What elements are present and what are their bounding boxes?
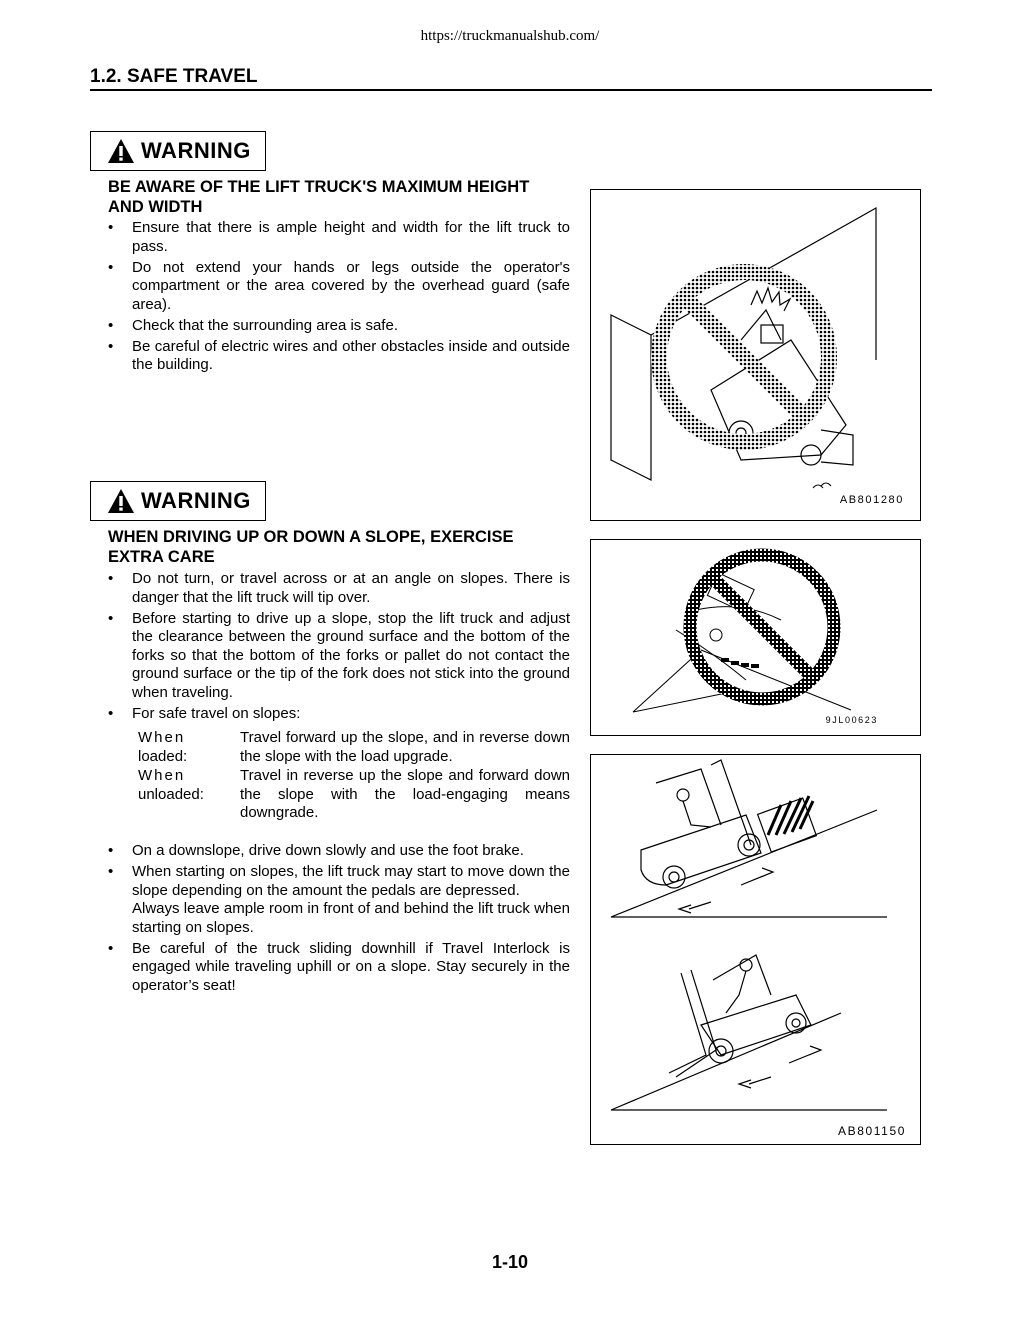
list-item: • On a downslope, drive down slowly and use the foot brake. (108, 842, 570, 861)
list-item: • For safe travel on slopes: (108, 705, 570, 724)
list-item: • Ensure that there is ample height and width for the lift truck to pass. (108, 219, 570, 256)
slope-row-unloaded (138, 767, 570, 823)
figure-slope-travel (590, 754, 921, 1145)
slope-travel-illustration (591, 755, 919, 1120)
figure-code: 9JL00623 (825, 715, 878, 725)
warning-label: WARNING (141, 488, 251, 513)
heading-line: BE AWARE OF THE LIFT TRUCK'S MAXIMUM HEIGHT (108, 178, 530, 196)
warning-heading (108, 177, 578, 217)
list-item: • Before starting to drive up a slope, stop the lift truck and adjust the clearance between the ground surface and the bottom of the forks so that the bottom of the forks or pallet do not contact the ground surface or the tip of the fork does not stick into the ground when traveling. (108, 610, 570, 703)
list-item: • Do not extend your hands or legs outside the operator's compartment or the area covered by the overhead guard (safe area). (108, 259, 570, 315)
list-item: • Check that the surrounding area is safe. (108, 317, 570, 336)
heading-line: EXTRA CARE (108, 548, 215, 566)
heading-line: AND WIDTH (108, 198, 203, 216)
bullet-note: Always leave ample room in front of and behind the lift truck when starting on slopes. (132, 900, 570, 936)
warning-badge (90, 481, 266, 521)
section-title: 1.2. SAFE TRAVEL (90, 66, 258, 87)
prohibited-overhead-illustration (591, 190, 919, 490)
list-item: • Be careful of electric wires and other obstacles inside and outside the building. (108, 338, 570, 375)
bullet-list (108, 219, 570, 377)
warning-heading (108, 527, 578, 567)
figure-overhead-clearance (590, 189, 921, 521)
warning-triangle-icon (107, 138, 135, 164)
warning-badge (90, 131, 266, 171)
figure-code: AB801150 (838, 1124, 906, 1138)
figure-slope-angle (590, 539, 921, 736)
bullet-list (108, 570, 570, 726)
prohibited-slope-illustration (591, 540, 919, 715)
slope-key: When loaded: (138, 729, 188, 765)
figure-code: AB801280 (839, 494, 904, 506)
slope-row-loaded (138, 729, 570, 766)
section-divider (90, 89, 932, 91)
slope-value: Travel forward up the slope, and in reverse down the slope with the load upgrade. (240, 729, 570, 765)
page-number: 1-10 (491, 1252, 529, 1272)
list-item: • Do not turn, or travel across or at an angle on slopes. There is danger that the lift truck will tip over. (108, 570, 570, 607)
warning-label: WARNING (141, 138, 251, 163)
warning-triangle-icon (107, 488, 135, 514)
slope-travel-table (138, 729, 570, 824)
list-item: • When starting on slopes, the lift truck may start to move down the slope depending on the amount the pedals are depressed. Always leave ample room in front of and behind the lift truck when starting on slopes. (108, 863, 570, 937)
source-url[interactable]: https://truckmanualshub.com/ (420, 28, 600, 44)
slope-value: Travel in reverse up the slope and forward down the slope with the load-engaging means downgrade. (240, 767, 570, 821)
heading-line: WHEN DRIVING UP OR DOWN A SLOPE, EXERCISE (108, 528, 514, 546)
list-item: • Be careful of the truck sliding downhill if Travel Interlock is engaged while traveling uphill or on a slope. Stay securely in the operator’s seat! (108, 940, 570, 996)
bullet-list (108, 842, 570, 998)
slope-key: When unloaded: (138, 767, 204, 803)
